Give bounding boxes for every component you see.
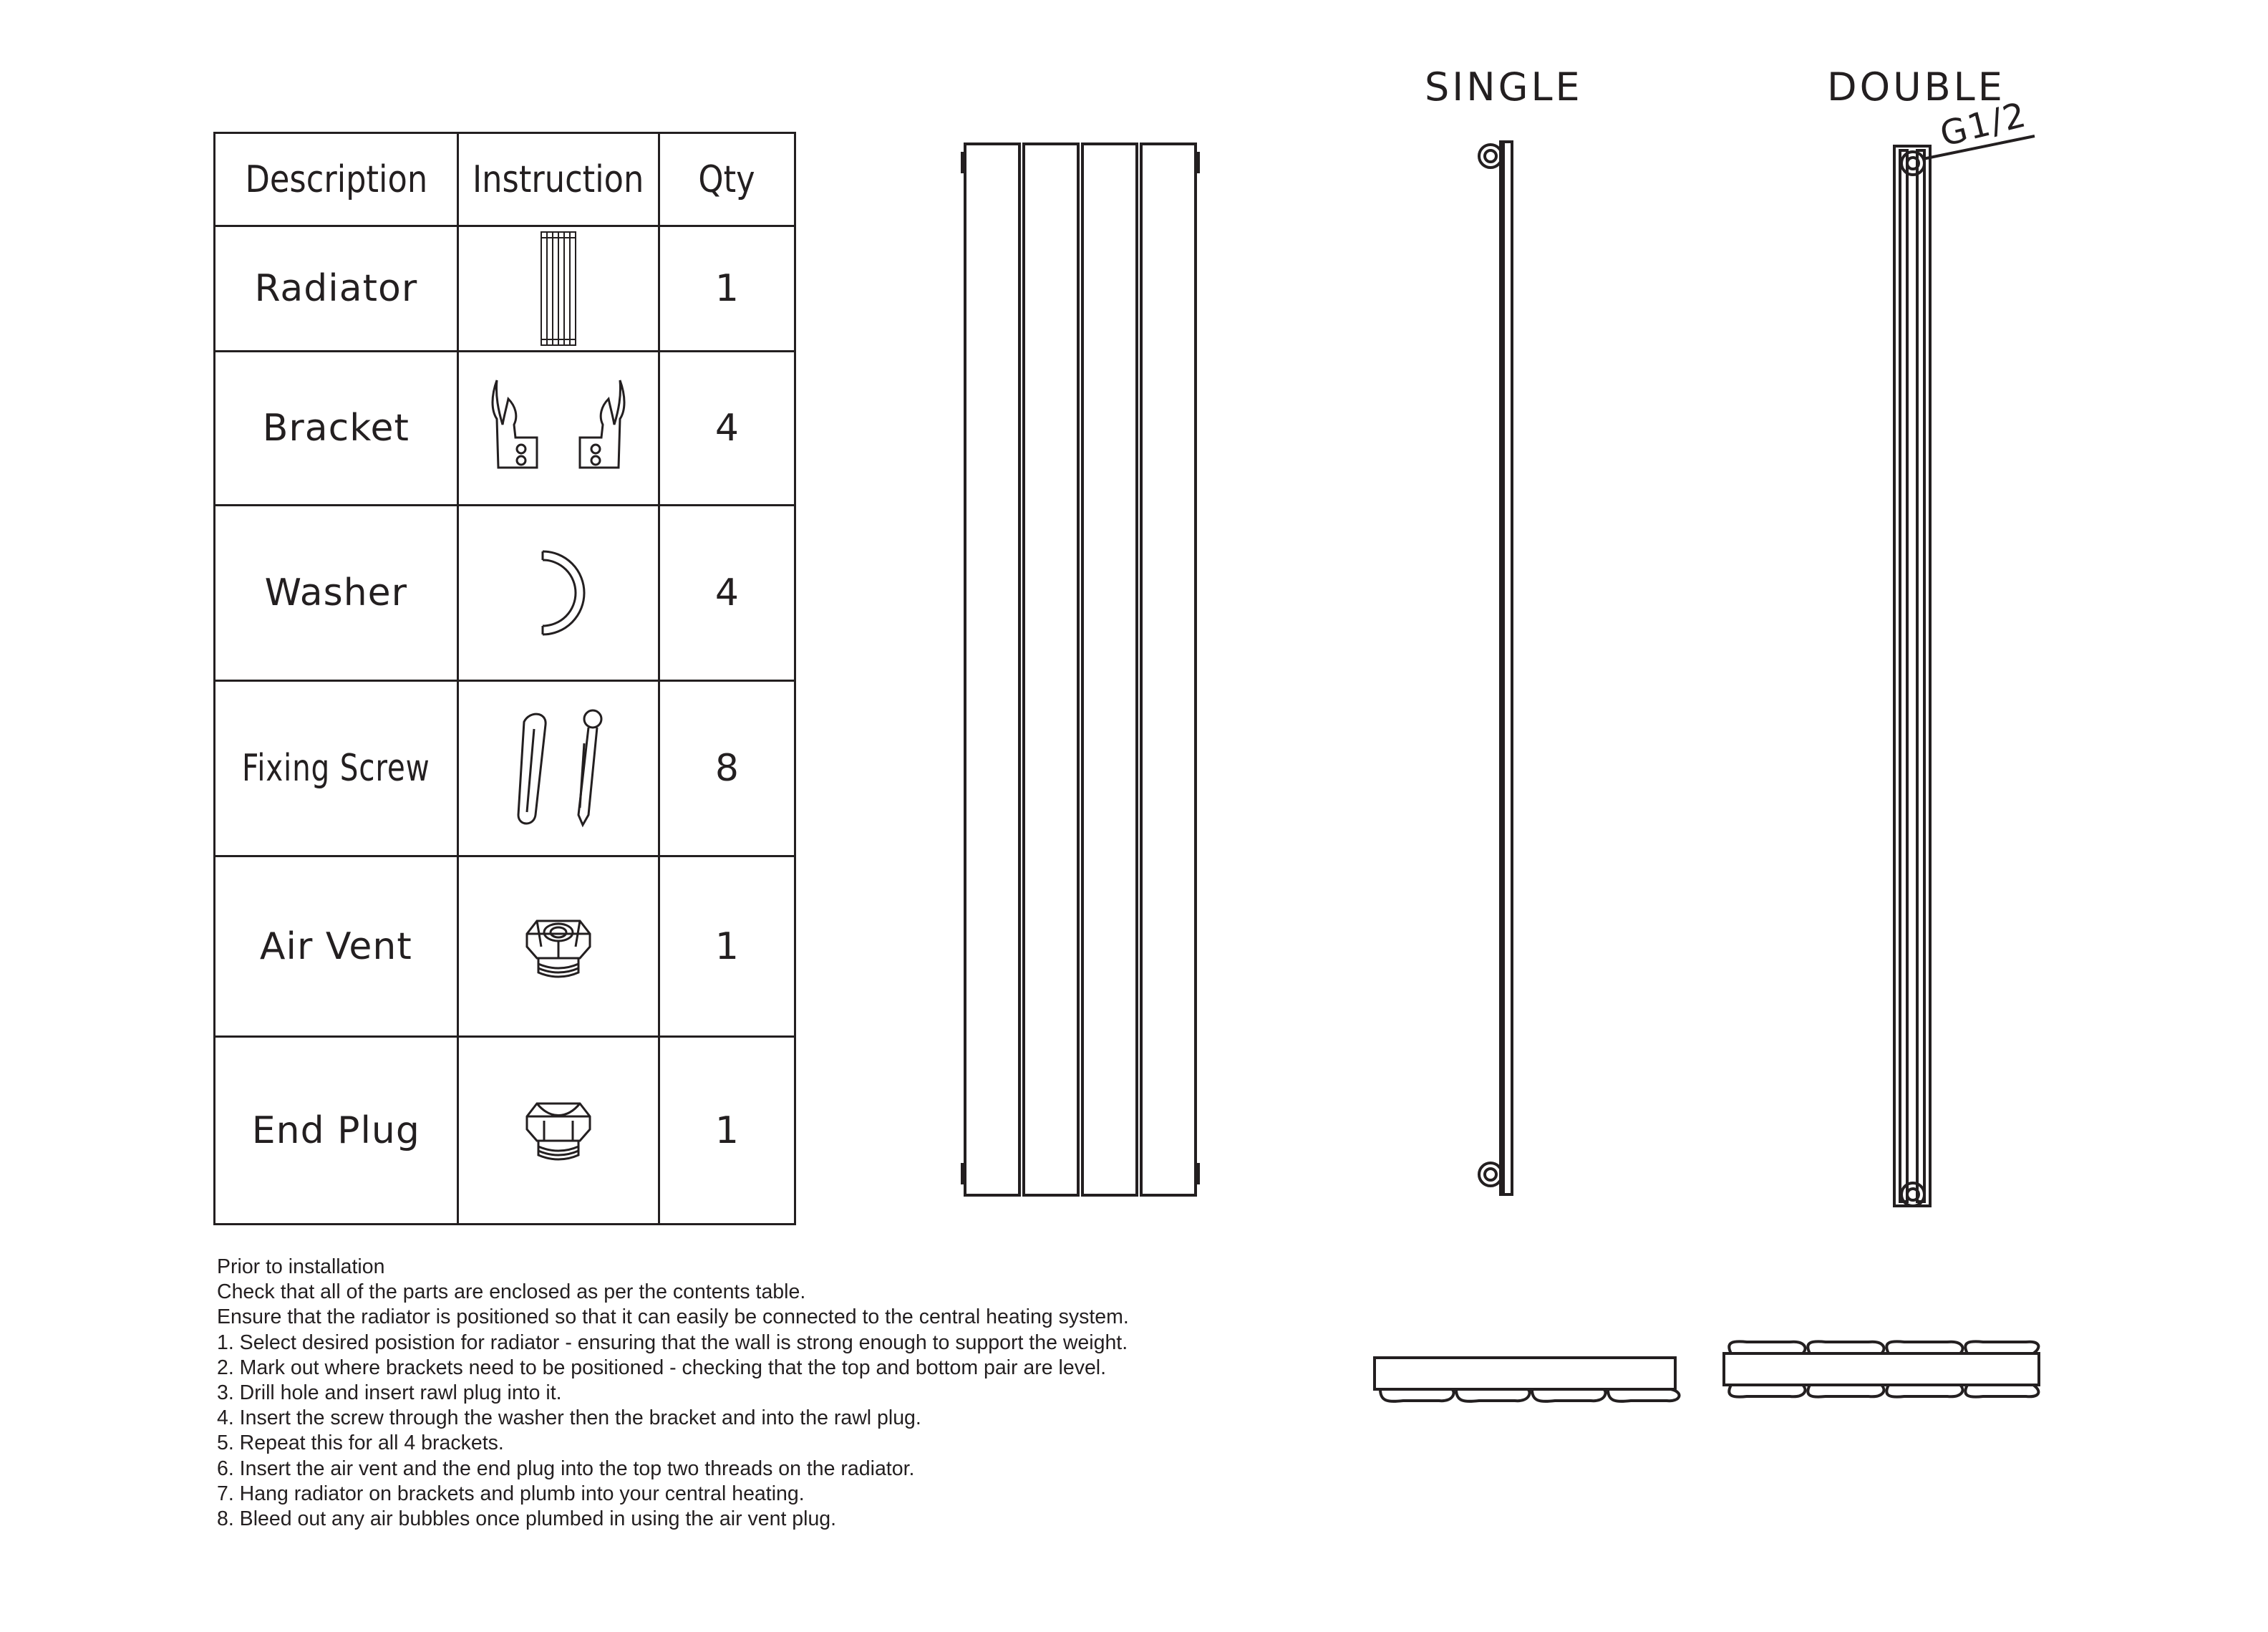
row-description: Air Vent bbox=[215, 856, 458, 1037]
step-item: 6. Insert the air vent and the end plug into the top two threads on the radiator. bbox=[217, 1457, 915, 1480]
contents-table bbox=[213, 132, 796, 1225]
step-item: 4. Insert the screw through the washer then the bracket and into the rawl plug. bbox=[217, 1406, 921, 1430]
table-row bbox=[215, 352, 795, 506]
double-top-view bbox=[1724, 1341, 2039, 1396]
row-qty: 8 bbox=[659, 681, 795, 856]
row-description: Bracket bbox=[215, 352, 458, 506]
double-side-view bbox=[1894, 136, 2035, 1206]
table-row bbox=[215, 856, 795, 1037]
row-description: Washer bbox=[215, 506, 458, 681]
radiator-icon bbox=[537, 228, 580, 349]
fixing-screw-icon bbox=[494, 708, 623, 829]
row-qty: 4 bbox=[659, 352, 795, 506]
intro-line: Check that all of the parts are enclosed as per the contents table. bbox=[217, 1280, 806, 1304]
table-row bbox=[215, 1037, 795, 1225]
row-description: Fixing Screw bbox=[242, 747, 430, 790]
air-vent-icon bbox=[515, 911, 601, 982]
table-row bbox=[215, 681, 795, 856]
table-row bbox=[215, 506, 795, 681]
header-description: Description bbox=[231, 133, 440, 226]
washer-icon bbox=[515, 543, 601, 643]
row-qty: 4 bbox=[659, 506, 795, 681]
step-item: 3. Drill hole and insert rawl plug into it. bbox=[217, 1381, 562, 1405]
row-description: Radiator bbox=[215, 226, 458, 352]
instructions-heading: Prior to installation bbox=[217, 1255, 385, 1278]
row-description: End Plug bbox=[215, 1037, 458, 1225]
step-item: 1. Select desired posistion for radiator - ensuring that the wall is strong enough to support the weight. bbox=[217, 1331, 1128, 1354]
row-qty: 1 bbox=[659, 226, 795, 352]
header-instruction: Instruction bbox=[472, 133, 645, 226]
double-view-label: DOUBLE bbox=[1827, 64, 2005, 110]
step-item: 2. Mark out where brackets need to be positioned - checking that the top and bottom pair are level. bbox=[217, 1356, 1107, 1379]
step-item: 5. Repeat this for all 4 brackets. bbox=[217, 1431, 504, 1455]
table-row bbox=[215, 226, 795, 352]
step-item: 7. Hang radiator on brackets and plumb into your central heating. bbox=[217, 1482, 805, 1505]
table-header-row bbox=[215, 133, 795, 226]
thread-size-label: G1/2 bbox=[1936, 95, 2031, 155]
end-plug-icon bbox=[515, 1095, 601, 1167]
step-item: 8. Bleed out any air bubbles once plumbed in using the air vent plug. bbox=[217, 1507, 837, 1531]
bracket-icon bbox=[487, 375, 630, 482]
installation-instructions bbox=[217, 1255, 1506, 1532]
single-side-view bbox=[1479, 142, 1512, 1194]
row-qty: 1 bbox=[659, 1037, 795, 1225]
single-view-label: SINGLE bbox=[1425, 64, 1583, 110]
header-qty: Qty bbox=[669, 133, 785, 226]
intro-line: Ensure that the radiator is positioned so that it can easily be connected to the central heating system. bbox=[217, 1305, 1129, 1329]
row-qty: 1 bbox=[659, 856, 795, 1037]
